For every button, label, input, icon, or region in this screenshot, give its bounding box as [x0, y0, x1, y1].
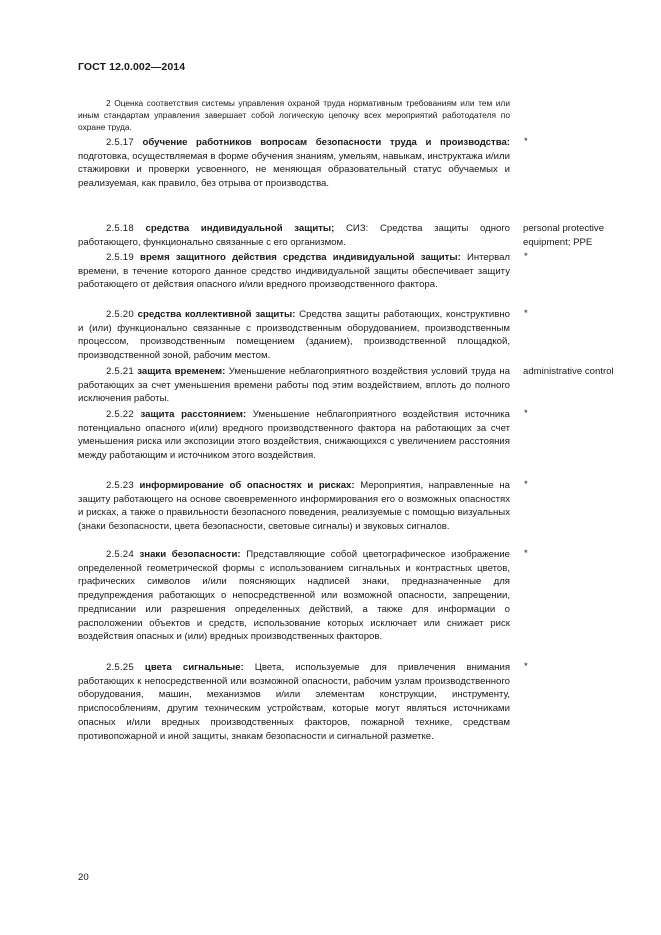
document-header: ГОСТ 12.0.002—2014: [78, 61, 186, 73]
page-number: 20: [78, 872, 89, 883]
term-entry: [78, 136, 510, 191]
term-entry: [78, 479, 510, 534]
term-title: знаки безопасности:: [139, 549, 241, 560]
term-definition: Представляющие собой цветографическое изображение определенной геометрической формы с использованием сигнальных и контрастных цветов, графических символов и/или поясняющих надписей знаки, предназначенные для предупреждения работающих о непосредственной или возможной опасности, запрещении, предписании или разрешения определенных действий, а также для информации о расположении объектов и средств, использование которых исключает или снижает риск воздействия опасных и (или) вредных производственных факторов.: [78, 549, 510, 643]
term-entry: [78, 308, 510, 363]
term-entry: [78, 251, 510, 292]
term-number: 2.5.23: [106, 480, 134, 491]
english-equivalent: *: [524, 661, 528, 672]
english-equivalent: *: [524, 408, 528, 419]
term-title: обучение работников вопросам безопасности труда и производства:: [142, 137, 510, 148]
english-equivalent: personal protective equipment; PPE: [523, 223, 605, 248]
term-title: защита временем:: [137, 366, 226, 377]
term-definition: СИЗ: Средства защиты одного работающего, функционально связанные с его организмом.: [78, 223, 511, 248]
term-definition: Интервал времени, в течение которого данное средство индивидуальной защиты обеспечивает защиту работающего от действия опасного и/или вредного производственного фактора.: [78, 252, 511, 291]
term-number: 2.5.20: [106, 309, 134, 320]
term-entry: [78, 365, 510, 406]
term-definition: подготовка, осуществляемая в форме обучения знаниям, умельям, навыкам, инструктажа и/или стажировки и проверки усвоенного, не меняющая образовательный статус обучаемых и реализуемая, как правило, без отрыва от производства.: [78, 150, 510, 190]
term-title: цвета сигнальные:: [144, 662, 244, 673]
term-entry: [78, 661, 510, 743]
term-entry: [78, 408, 510, 463]
term-title: защита расстоянием:: [140, 409, 247, 420]
term-title: информирование об опасностях и рисках:: [139, 480, 355, 491]
term-definition: Цвета, используемые для привлечения внимания работающих к непосредственной или возможной опасности, рабочим узлам производственного оборудования, машин, механизмов и/или элементам конструкции, инструменту, приспособлениям, другим техническим устройствам, которые могут являться источниками опасных и/или вредных производственных факторов, пожарной технике, средствам противопожарной и иной защиты, знакам безопасности и сигнальной разметке.: [78, 662, 511, 742]
term-definition: Мероприятия, направленные на защиту работающего на основе своевременного информирования его о возможных опасностях и рисках, а также о правильности безопасного поведения, реализуемые с помощью визуальных (знаки безопасности, цвета безопасности, световые сигналы) и звуковых сигналов.: [78, 480, 510, 533]
english-equivalent: *: [524, 479, 528, 490]
term-number: 2.5.22: [106, 409, 134, 420]
term-number: 2.5.21: [106, 366, 134, 377]
english-equivalent: administrative control: [523, 366, 614, 377]
term-number: 2.5.24: [106, 549, 134, 560]
english-equivalent: *: [524, 548, 528, 559]
term-entry: [78, 222, 510, 249]
term-number: 2.5.19: [106, 252, 134, 263]
term-title: средства индивидуальной защиты;: [145, 223, 335, 234]
term-definition: Уменьшение неблагоприятного воздействия условий труда на работающих за счет уменьшения времени работы под этим воздействием, вплоть до полного исключения работы.: [78, 366, 510, 405]
english-equivalent: *: [524, 136, 528, 147]
english-equivalent: *: [524, 251, 528, 262]
term-number: 2.5.17: [106, 137, 134, 148]
term-entry: [78, 548, 510, 644]
term-definition: Средства защиты работающих, конструктивно и (или) функционально связанные с производственным оборудованием, производственным процессом, производственным помещением (зданием), производственной площадкой, производственной зоной, рабочим местом.: [78, 309, 510, 362]
term-number: 2.5.25: [106, 662, 134, 673]
term-title: средства коллективной защиты:: [137, 309, 296, 320]
term-number: 2.5.18: [106, 223, 134, 234]
term-title: время защитного действия средства индивидуальной защиты:: [140, 252, 461, 263]
english-equivalent: *: [524, 308, 528, 319]
term-definition: Уменьшение неблагоприятного воздействия источника потенциально опасного и(или) вредного производственного фактора на работающих за счет уменьшения риска или экспозиции этого воздействия, снижающихся с увеличением расстояния между работающим и источником этого воздействия.: [78, 409, 510, 462]
note-paragraph: 2 Оценка соответствия системы управления охраной труда нормативным требованиям или тем или иным стандартам управления завершает собой логическую цепочку всех мероприятий работодателя по охране труда.: [78, 98, 510, 132]
